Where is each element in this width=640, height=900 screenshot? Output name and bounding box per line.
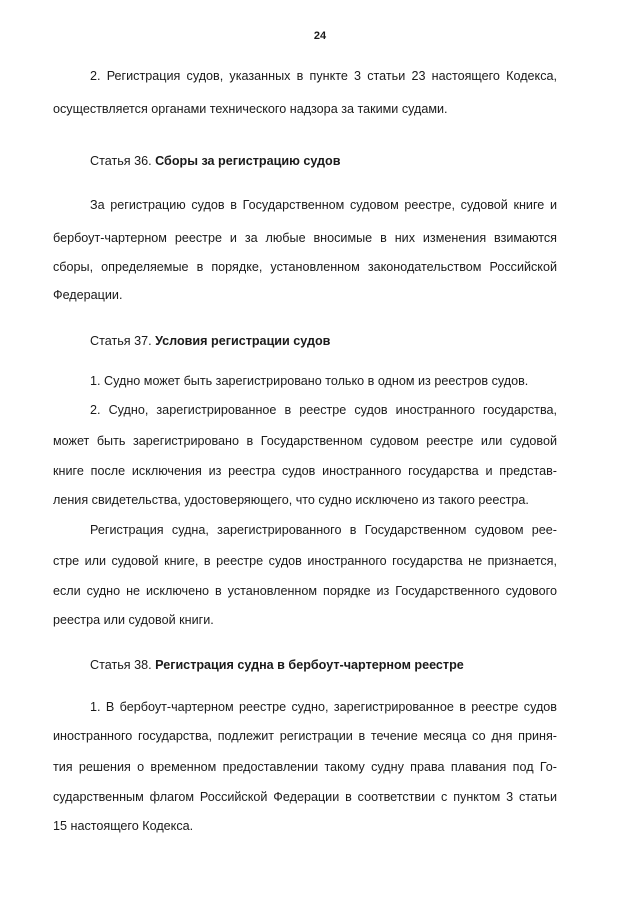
paragraph-line: Федерации. (53, 288, 123, 302)
paragraph-line: тия решения о временном предоставлении такому судну права плавания под Го- (53, 760, 557, 774)
paragraph-line: 1. В бербоут-чартерном реестре судно, зарегистрированное в реестре судов (90, 700, 557, 714)
article-number: Статья 37. (90, 334, 152, 348)
paragraph-line: реестра или судовой книги. (53, 613, 214, 627)
paragraph-line: книге после исключения из реестра судов иностранного государства и представ- (53, 464, 557, 478)
article-title: Регистрация судна в бербоут-чартерном реестре (155, 658, 464, 672)
paragraph-line: 2. Регистрация судов, указанных в пункте 3 статьи 23 настоящего Кодекса, (90, 69, 557, 83)
paragraph-line: стре или судовой книге, в реестре судов иностранного государства не признается, (53, 554, 557, 568)
paragraph-line: сборы, определяемые в порядке, установленном законодательством Российской (53, 260, 557, 274)
paragraph-line: осуществляется органами технического надзора за такими судами. (53, 102, 448, 116)
paragraph-line: иностранного государства, подлежит регистрации в течение месяца со дня приня- (53, 729, 557, 743)
paragraph-line: ления свидетельства, удостоверяющего, что судно исключено из такого реестра. (53, 493, 529, 507)
page-number: 24 (313, 30, 327, 42)
paragraph-line: 2. Судно, зарегистрированное в реестре судов иностранного государства, (90, 403, 557, 417)
paragraph-line: За регистрацию судов в Государственном судовом реестре, судовой книге и (90, 198, 557, 212)
article-number: Статья 38. (90, 658, 152, 672)
article-title: Сборы за регистрацию судов (155, 154, 341, 168)
article-title: Условия регистрации судов (155, 334, 331, 348)
paragraph-line: сударственным флагом Российской Федерации в соответствии с пунктом 3 статьи (53, 790, 557, 804)
paragraph-line: может быть зарегистрировано в Государственном судовом реестре или судовой (53, 434, 557, 448)
paragraph-line: бербоут-чартерном реестре и за любые вносимые в них изменения взимаются (53, 231, 557, 245)
article-38-heading (90, 657, 464, 673)
article-36-heading (90, 153, 340, 169)
article-number: Статья 36. (90, 154, 152, 168)
paragraph-line: если судно не исключено в установленном порядке из Государственного судового (53, 584, 557, 598)
paragraph-line: 1. Судно может быть зарегистрировано только в одном из реестров судов. (90, 374, 529, 388)
paragraph-line: Регистрация судна, зарегистрированного в Государственном судовом рее- (90, 523, 557, 537)
article-37-heading (90, 333, 330, 349)
paragraph-line: 15 настоящего Кодекса. (53, 819, 194, 833)
